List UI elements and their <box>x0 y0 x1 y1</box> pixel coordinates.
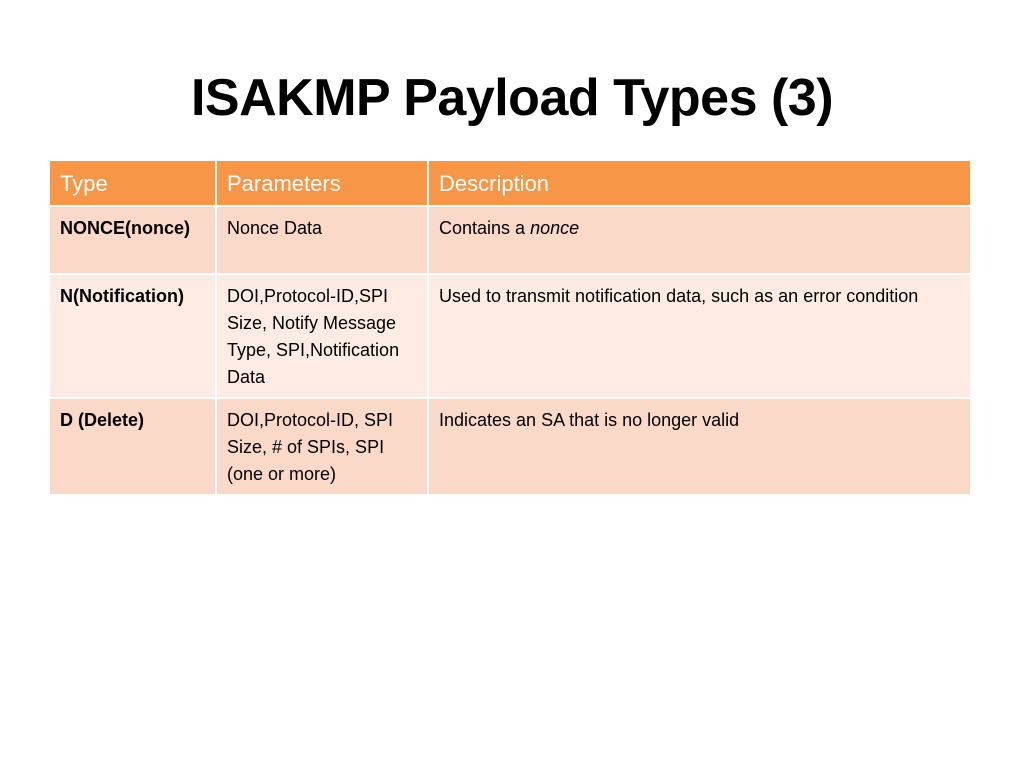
row-type: N(Notification) <box>49 274 216 398</box>
row-parameters: DOI,Protocol-ID, SPI Size, # of SPIs, SPI (one or more) <box>216 398 428 495</box>
header-type: Type <box>49 160 216 206</box>
header-parameters: Parameters <box>216 160 428 206</box>
row-description <box>428 206 971 274</box>
table-header-row <box>49 160 971 206</box>
description-text: Contains a <box>439 218 531 238</box>
row-type: NONCE(nonce) <box>49 206 216 274</box>
row-type: D (Delete) <box>49 398 216 495</box>
table-row <box>49 398 971 495</box>
row-description: Used to transmit notification data, such as an error condition <box>428 274 971 398</box>
table-row <box>49 206 971 274</box>
payload-types-table <box>48 159 972 496</box>
description-emphasis: nonce <box>530 218 580 238</box>
row-description: Indicates an SA that is no longer valid <box>428 398 971 495</box>
header-description: Description <box>428 160 971 206</box>
slide-title: ISAKMP Payload Types (3) <box>190 69 834 127</box>
table-row <box>49 274 971 398</box>
row-parameters: Nonce Data <box>216 206 428 274</box>
row-parameters: DOI,Protocol-ID,SPI Size, Notify Message Type, SPI,Notification Data <box>216 274 428 398</box>
